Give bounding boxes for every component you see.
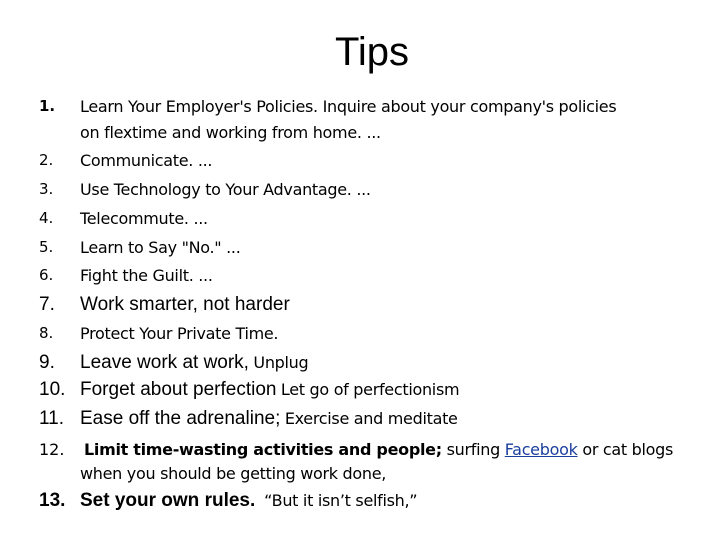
item-number: 10. xyxy=(39,379,66,400)
item-text: Learn Your Employer's Policies. Inquire about your company's policies xyxy=(80,97,617,116)
facebook-link[interactable]: Facebook xyxy=(504,440,578,459)
item-heading: Set your own rules. xyxy=(80,490,256,511)
item-text: Communicate. ... xyxy=(80,151,213,170)
item-text: Learn to Say "No." ... xyxy=(80,238,241,257)
item-heading: Leave work at work, xyxy=(80,352,249,373)
item-text xyxy=(80,490,417,512)
item-text: Work smarter, not harder xyxy=(80,294,290,315)
item-number: 13. xyxy=(39,490,66,511)
item-detail-end: or cat blogs xyxy=(582,440,674,459)
item-number: 6. xyxy=(39,266,54,284)
item-heading: Limit time-wasting activities and people; xyxy=(84,440,442,459)
item-text: Fight the Guilt. ... xyxy=(80,266,213,285)
item-number: 8. xyxy=(39,324,54,342)
item-detail: surfing xyxy=(446,440,500,459)
item-number: 4. xyxy=(39,209,54,227)
item-text xyxy=(80,379,459,401)
item-number: 11. xyxy=(39,408,65,429)
item-text xyxy=(80,352,308,374)
item-number: 7. xyxy=(39,294,55,315)
item-detail: Let go of perfectionism xyxy=(280,380,460,399)
item-text xyxy=(80,408,458,430)
item-number: 3. xyxy=(39,180,54,198)
item-detail: Exercise and meditate xyxy=(284,409,458,428)
item-number: 2. xyxy=(39,151,54,169)
item-number: 9. xyxy=(39,352,55,373)
item-text: Use Technology to Your Advantage. ... xyxy=(80,180,371,199)
slide-title: Tips xyxy=(334,30,410,74)
item-text xyxy=(84,440,673,459)
item-text: Telecommute. ... xyxy=(80,209,208,228)
item-text-continued: when you should be getting work done, xyxy=(80,464,387,483)
item-number: 1. xyxy=(39,97,56,115)
item-quote: “But it isn’t selfish,” xyxy=(264,491,418,510)
item-text: Protect Your Private Time. xyxy=(80,324,279,343)
item-number: 5. xyxy=(39,238,54,256)
item-text-continued: on flextime and working from home. ... xyxy=(80,123,381,142)
item-heading: Forget about perfection xyxy=(80,379,277,400)
item-detail: Unplug xyxy=(253,353,309,372)
item-number: 12. xyxy=(39,440,65,459)
item-heading: Ease off the adrenaline; xyxy=(80,408,281,429)
